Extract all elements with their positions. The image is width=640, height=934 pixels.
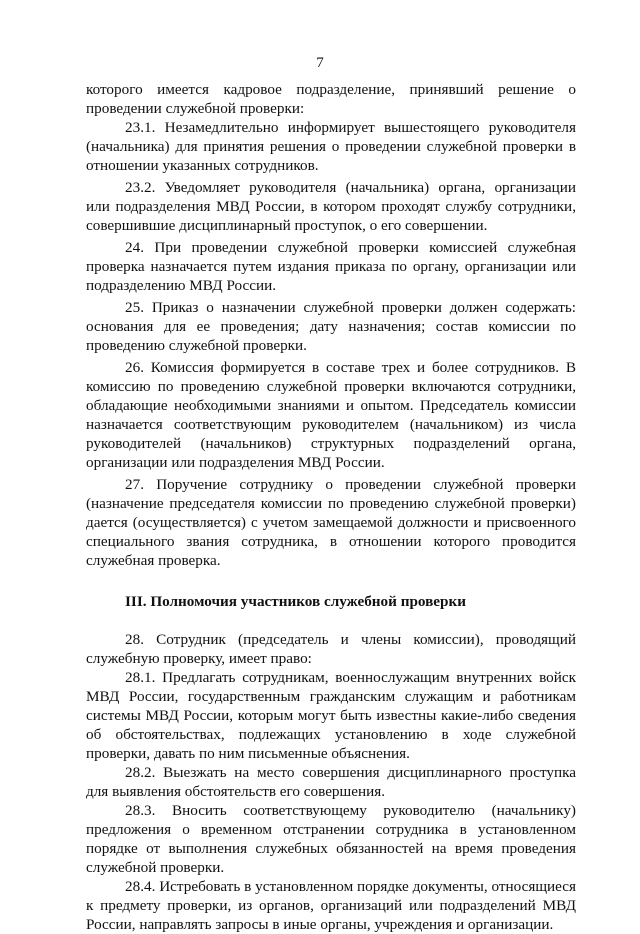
document-body bbox=[86, 80, 576, 934]
paragraph-25: 25. Приказ о назначении служебной проверки должен содержать: основания для ее проведения; дату назначения; состав комиссии по проведению служебной проверки. bbox=[86, 299, 576, 354]
paragraph-26: 26. Комиссия формируется в составе трех и более сотрудников. В комиссию по проведению служебной проверки включаются сотрудники, обладающие необходимыми знаниями и опытом. Председатель комиссии назначается соответствующим руководителем (начальником) из числа руководителей (начальников) структурных подразделений органа, организации или подразделения МВД России. bbox=[86, 359, 576, 471]
paragraph-23-1: 23.1. Незамедлительно информирует вышестоящего руководителя (начальника) для принятия решения о проведении служебной проверки в отношении указанных сотрудников. bbox=[86, 119, 576, 174]
paragraph-23-2: 23.2. Уведомляет руководителя (начальника) органа, организации или подразделения МВД России, в котором проходят службу сотрудники, совершившие дисциплинарный проступок, о его совершении. bbox=[86, 179, 576, 234]
page-number: 7 bbox=[316, 55, 324, 71]
paragraph-28-3: 28.3. Вносить соответствующему руководителю (начальнику) предложения о временном отстранении сотрудника в установленном порядке от выполнения служебных обязанностей на время проведения служебной проверки. bbox=[86, 802, 576, 876]
paragraph-28: 28. Сотрудник (председатель и члены комиссии), проводящий служебную проверку, имеет право: bbox=[86, 631, 576, 667]
paragraph-24: 24. При проведении служебной проверки комиссией служебная проверка назначается путем издания приказа по органу, организации или подразделению МВД России. bbox=[86, 239, 576, 294]
paragraph-28-4: 28.4. Истребовать в установленном порядке документы, относящиеся к предмету проверки, из органов, организаций или подразделений МВД России, направлять запросы в иные органы, учреждения и организации. bbox=[86, 878, 576, 933]
paragraph-28-2: 28.2. Выезжать на место совершения дисциплинарного проступка для выявления обстоятельств его совершения. bbox=[86, 764, 576, 800]
paragraph-28-1: 28.1. Предлагать сотрудникам, военнослужащим внутренних войск МВД России, государственным гражданским служащим и работникам системы МВД России, которым могут быть известны какие-либо сведения об обстоятельствах, подлежащих установлению в ходе служебной проверки, давать по ним письменные объяснения. bbox=[86, 669, 576, 762]
section-heading: III. Полномочия участников служебной проверки bbox=[125, 593, 466, 610]
paragraph-continuation: которого имеется кадровое подразделение, принявший решение о проведении служебной проверки: bbox=[86, 81, 576, 117]
paragraph-27: 27. Поручение сотруднику о проведении служебной проверки (назначение председателя комиссии по проведению служебной проверки) дается (осуществляется) с учетом замещаемой должности и присвоенного специального звания сотрудника, в отношении которого проводится служебная проверка. bbox=[86, 476, 576, 569]
